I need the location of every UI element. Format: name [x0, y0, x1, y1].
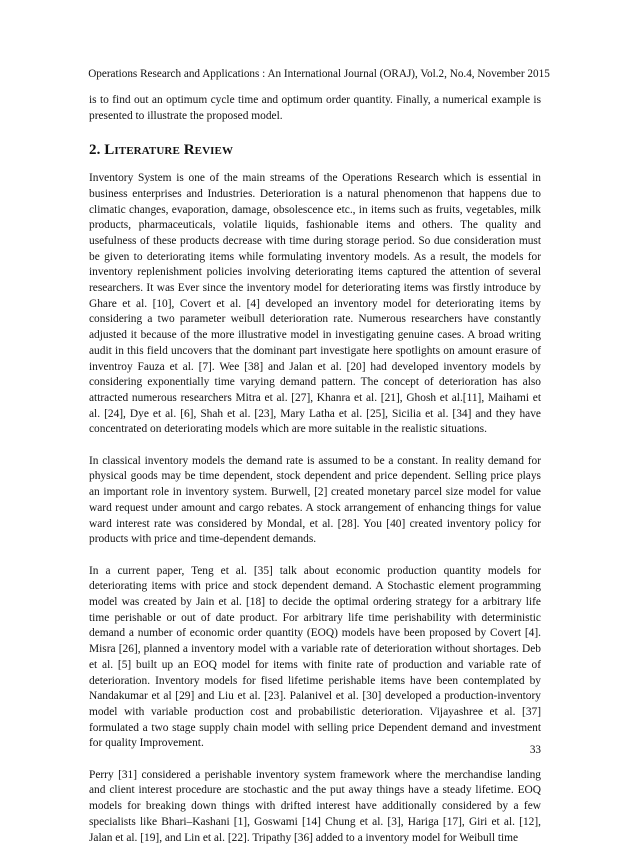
page-number: 33	[529, 744, 541, 756]
running-header: Operations Research and Applications : An International Journal (ORAJ), Vol.2, No.4, November 2015	[88, 68, 550, 80]
body-text	[89, 93, 541, 846]
intro-continuation-paragraph: is to find out an optimum cycle time and optimum order quantity. Finally, a numerical example is presented to illustrate the proposed model.	[89, 94, 541, 122]
section-heading: 2. Literature Review	[89, 142, 234, 159]
body-paragraph: In a current paper, Teng et al. [35] talk about economic production quantity models for deteriorating items with price and stock dependent demand. A Stochastic element programming model was created by Jain et al. [18] to decide the optimal ordering strategy for a arbitrary life time perishable or out of date product. For arbitrary life time perishability with deterministic demand a number of economic order quantity (EOQ) models have been proposed by Covert [4]. Misra [26], planned a inventory model with a variable rate of deterioration without shortages. Deb et al. [5] built up an EOQ model for items with finite rate of production and variable rate of deterioration. Inventory models for fised lifetime perishable items have been contemplated by Nandakumar et al [29] and Liu et al. [23]. Palanivel et al. [30] developed a production-inventory model with variable production cost and probabilistic deterioration. Vijayashree et al. [37] formulated a two stage supply chain model with selling price Dependent demand and investment for quality Improvement.	[89, 564, 541, 750]
body-paragraph: In classical inventory models the demand rate is assumed to be a constant. In reality demand for physical goods may be time dependent, stock dependent and price dependent. Selling price plays an important role in inventory system. Burwell, [2] created monetary parcel size model for value ward request under amount and cargo rebates. A stock arrangement of enhancing things for value ward interest rate was considered by Mondal, et al. [28]. You [40] created inventory policy for products with price and time-dependent demands.	[89, 454, 541, 546]
body-paragraph: Perry [31] considered a perishable inventory system framework where the merchandise landing and client interest procedure are stochastic and the put away things have a steady lifetime. EOQ models for breaking down things with drifted interest have additionally considered by a few specialists like Bhari–Kashani [1], Goswami [14] Chung et al. [3], Hariga [17], Giri et al. [12], Jalan et al. [19], and Lin et al. [22]. Tripathy [36] added to a inventory model for Weibull time	[89, 768, 541, 844]
body-paragraph: Inventory System is one of the main streams of the Operations Research which is essential in business enterprises and Industries. Deterioration is a natural phenomenon that happens due to climatic changes, evaporation, damage, obsolescence etc., in items such as fruits, vegetables, milk products, pharmaceuticals, volatile liquids, fashionable items and others. The quality and usefulness of these products decrease with time during storage period. So due consideration must be given to deteriorating items while formulating inventory models. As a result, the models for inventory replenishment policies involving deteriorating items captured the attention of several researchers. It was Ever since the inventory model for deteriorating items was firstly introduce by Ghare et al. [10], Covert et al. [4] developed an inventory model for deteriorating items by considering a two parameter weibull deterioration rate. Numerous researchers have constantly adjusted it because of the more illustrative model in investigating genuine cases. A broad writing audit in this field uncovers that the dominant part investigate here spotlights on amount erasure of inventroy Fauza et al. [7]. Wee [38] and Jalan et al. [20] had developed inventory models by considering exponentially time varying demand pattern. The concept of deterioration has also attracted numerous researchers Mitra et al. [27], Khanra et al. [21], Ghosh et al.[11], Maihami et al. [24], Dye et al. [6], Shah et al. [23], Mary Latha et al. [25], Sicilia et al. [34] and they have concentrated on deteriorating models which are more suitable in the realistic situations.	[89, 172, 541, 436]
